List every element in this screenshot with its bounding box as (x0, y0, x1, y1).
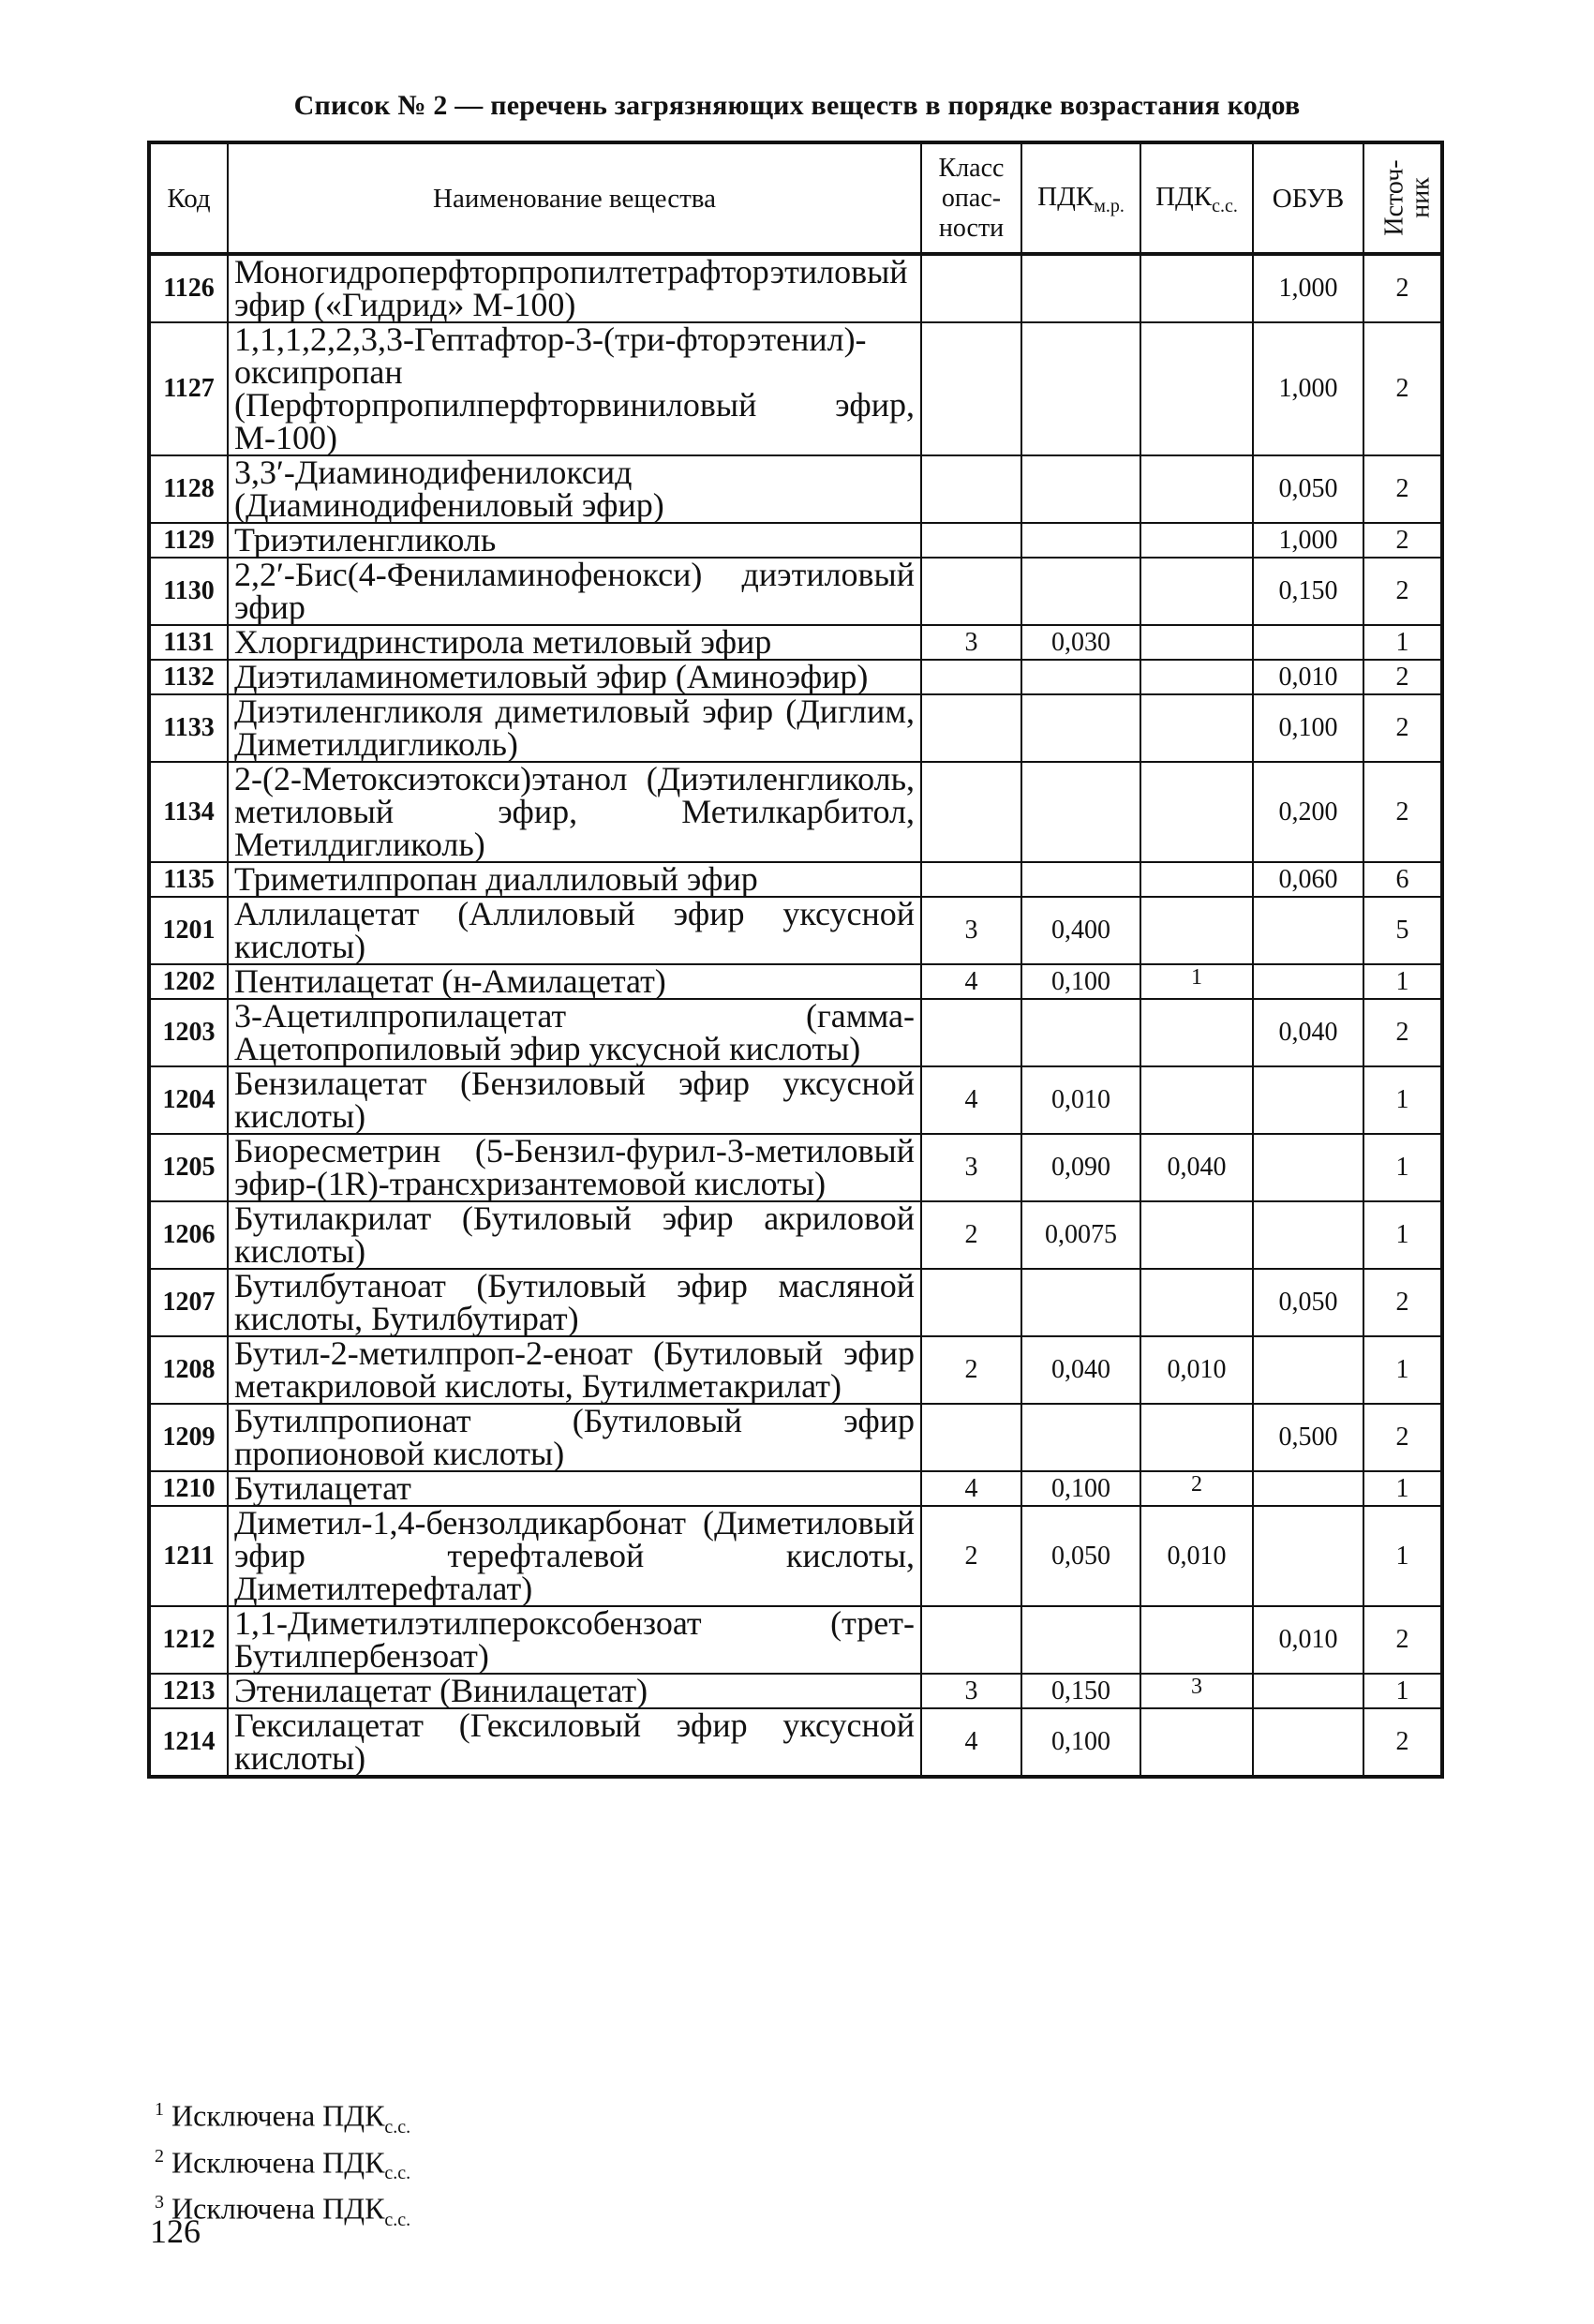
row-class: 2 (921, 1336, 1021, 1404)
footnote-mark: 3 (155, 2192, 164, 2213)
row-name: Бутилбутаноат (Бутиловый эфир масляной кислоты, Бутилбутират) (228, 1269, 921, 1336)
row-source: 2 (1363, 1606, 1442, 1674)
row-code: 1208 (149, 1336, 228, 1404)
table-row (149, 1708, 1442, 1777)
row-source: 2 (1363, 660, 1442, 694)
row-source: 6 (1363, 862, 1442, 897)
row-source: 1 (1363, 1201, 1442, 1269)
row-class (921, 1269, 1021, 1336)
header-source-label: Источ-ник (1379, 158, 1436, 236)
table-row (149, 1471, 1442, 1506)
row-pdk-ss (1140, 625, 1253, 660)
table-row (149, 999, 1442, 1066)
row-code: 1209 (149, 1404, 228, 1471)
row-source: 2 (1363, 1708, 1442, 1777)
row-pdk-ss (1140, 1269, 1253, 1336)
footnotes (155, 2092, 410, 2231)
row-pdk-ss (1140, 322, 1253, 455)
row-obuv: 1,000 (1253, 254, 1363, 322)
row-source: 2 (1363, 762, 1442, 862)
table-row (149, 523, 1442, 558)
row-pdk-mr (1021, 254, 1140, 322)
row-code: 1129 (149, 523, 228, 558)
row-name: Аллилацетат (Аллиловый эфир уксусной кислоты) (228, 897, 921, 964)
row-code: 1134 (149, 762, 228, 862)
row-obuv: 0,150 (1253, 558, 1363, 625)
row-pdk-mr: 0,090 (1021, 1134, 1140, 1201)
row-class (921, 999, 1021, 1066)
row-pdk-mr: 0,100 (1021, 1471, 1140, 1506)
row-source: 1 (1363, 1336, 1442, 1404)
row-source: 1 (1363, 1066, 1442, 1134)
row-name: 1,1-Диметилэтилпероксобензоат (трет-Бутилпербензоат) (228, 1606, 921, 1674)
row-code: 1213 (149, 1674, 228, 1708)
row-pdk-ss: 3 (1140, 1674, 1253, 1708)
footnote (155, 2138, 410, 2185)
substances-table (147, 141, 1444, 1779)
table-body (149, 254, 1442, 1777)
header-class: Класс опас-ности (921, 142, 1021, 254)
footnote-sub: с.с. (384, 2209, 411, 2230)
row-obuv: 0,040 (1253, 999, 1363, 1066)
row-pdk-ss (1140, 897, 1253, 964)
row-pdk-ss (1140, 1201, 1253, 1269)
row-pdk-ss (1140, 862, 1253, 897)
row-name: 2-(2-Метоксиэтокси)этанол (Диэтиленгликоль, метиловый эфир, Метилкарбитол, Метилдигликоль) (228, 762, 921, 862)
row-obuv: 0,010 (1253, 1606, 1363, 1674)
row-code: 1206 (149, 1201, 228, 1269)
row-pdk-mr (1021, 558, 1140, 625)
row-class (921, 523, 1021, 558)
row-code: 1207 (149, 1269, 228, 1336)
row-code: 1128 (149, 455, 228, 523)
row-pdk-ss (1140, 1404, 1253, 1471)
row-code: 1205 (149, 1134, 228, 1201)
row-class: 4 (921, 1708, 1021, 1777)
row-class: 4 (921, 1471, 1021, 1506)
row-obuv: 0,050 (1253, 455, 1363, 523)
row-pdk-ss (1140, 660, 1253, 694)
row-class (921, 660, 1021, 694)
table-row (149, 762, 1442, 862)
page-title: Список № 2 — перечень загрязняющих веществ в порядке возрастания кодов (293, 90, 1301, 121)
row-code: 1214 (149, 1708, 228, 1777)
table-row (149, 1606, 1442, 1674)
header-pdk-mr (1021, 142, 1140, 254)
header-source (1363, 142, 1442, 254)
row-name: Моногидроперфторпропилтетрафторэтиловый эфир («Гидрид» М-100) (228, 254, 921, 322)
table-row (149, 897, 1442, 964)
row-code: 1133 (149, 694, 228, 762)
row-obuv: 0,500 (1253, 1404, 1363, 1471)
row-obuv (1253, 964, 1363, 999)
row-name: Диметил-1,4-бензолдикарбонат (Диметиловый эфир терефталевой кислоты, Диметилтерефталат) (228, 1506, 921, 1606)
row-pdk-mr (1021, 862, 1140, 897)
row-pdk-ss (1140, 999, 1253, 1066)
row-source: 1 (1363, 1134, 1442, 1201)
row-source: 2 (1363, 999, 1442, 1066)
row-obuv (1253, 897, 1363, 964)
row-source: 2 (1363, 322, 1442, 455)
row-class (921, 694, 1021, 762)
table-row (149, 1066, 1442, 1134)
table-row (149, 862, 1442, 897)
row-class (921, 1404, 1021, 1471)
row-source: 1 (1363, 1506, 1442, 1606)
row-pdk-mr (1021, 523, 1140, 558)
row-code: 1127 (149, 322, 228, 455)
row-obuv: 0,200 (1253, 762, 1363, 862)
row-obuv (1253, 1708, 1363, 1777)
row-pdk-ss (1140, 254, 1253, 322)
row-pdk-ss (1140, 1606, 1253, 1674)
row-obuv (1253, 1336, 1363, 1404)
row-class: 3 (921, 1674, 1021, 1708)
row-pdk-ss (1140, 558, 1253, 625)
table-row (149, 694, 1442, 762)
row-obuv (1253, 1134, 1363, 1201)
row-pdk-ss (1140, 694, 1253, 762)
row-name: 1,1,1,2,2,3,3-Гептафтор-3-(три-фторэтенил)-оксипропан (Перфторпропилперфторвиниловый эфир, М-100) (228, 322, 921, 455)
table-row (149, 1506, 1442, 1606)
row-name: Бутилпропионат (Бутиловый эфир пропионовой кислоты) (228, 1404, 921, 1471)
footnote-text: Исключена ПДК (171, 2191, 385, 2226)
row-obuv: 0,050 (1253, 1269, 1363, 1336)
row-pdk-mr (1021, 1404, 1140, 1471)
row-class: 3 (921, 1134, 1021, 1201)
row-code: 1135 (149, 862, 228, 897)
row-pdk-ss (1140, 1708, 1253, 1777)
row-class: 4 (921, 964, 1021, 999)
footnote-sub: с.с. (384, 2163, 411, 2184)
row-pdk-ss: 2 (1140, 1471, 1253, 1506)
table-row (149, 558, 1442, 625)
row-class (921, 1606, 1021, 1674)
row-source: 2 (1363, 455, 1442, 523)
row-class: 3 (921, 625, 1021, 660)
row-name: Пентилацетат (н-Амилацетат) (228, 964, 921, 999)
header-pdk-ss-sub: с.с. (1212, 196, 1238, 216)
row-name: Триэтиленгликоль (228, 523, 921, 558)
row-name: Бутилакрилат (Бутиловый эфир акриловой кислоты) (228, 1201, 921, 1269)
row-code: 1126 (149, 254, 228, 322)
footnote-sub: с.с. (384, 2116, 411, 2138)
row-name: 3-Ацетилпропилацетат (гамма-Ацетопропиловый эфир уксусной кислоты) (228, 999, 921, 1066)
row-name: Гексилацетат (Гексиловый эфир уксусной кислоты) (228, 1708, 921, 1777)
row-class: 2 (921, 1506, 1021, 1606)
header-obuv: ОБУВ (1253, 142, 1363, 254)
row-code: 1203 (149, 999, 228, 1066)
row-pdk-ss (1140, 762, 1253, 862)
table-row (149, 1404, 1442, 1471)
row-name: 2,2′-Бис(4-Фениламинофенокси) диэтиловый эфир (228, 558, 921, 625)
row-class (921, 762, 1021, 862)
row-pdk-mr (1021, 1606, 1140, 1674)
row-name: Бутил-2-метилпроп-2-еноат (Бутиловый эфир метакриловой кислоты, Бутилметакрилат) (228, 1336, 921, 1404)
row-pdk-ss: 0,040 (1140, 1134, 1253, 1201)
row-source: 2 (1363, 1404, 1442, 1471)
row-name: Этенилацетат (Винилацетат) (228, 1674, 921, 1708)
row-pdk-mr: 0,040 (1021, 1336, 1140, 1404)
page-number: 126 (150, 2212, 201, 2250)
row-class (921, 254, 1021, 322)
footnote-text: Исключена ПДК (171, 2145, 385, 2180)
row-pdk-mr: 0,100 (1021, 964, 1140, 999)
row-name: Бензилацетат (Бензиловый эфир уксусной кислоты) (228, 1066, 921, 1134)
row-pdk-mr: 0,050 (1021, 1506, 1140, 1606)
row-name: Триметилпропан диаллиловый эфир (228, 862, 921, 897)
footnote (155, 2092, 410, 2138)
footnote-mark: 1 (155, 2099, 164, 2120)
row-source: 2 (1363, 254, 1442, 322)
row-name: Бутилацетат (228, 1471, 921, 1506)
row-source: 2 (1363, 1269, 1442, 1336)
row-code: 1212 (149, 1606, 228, 1674)
row-code: 1204 (149, 1066, 228, 1134)
row-name: Биоресметрин (5-Бензил-фурил-3-метиловый эфир-(1R)-трансхризантемовой кислоты) (228, 1134, 921, 1201)
row-pdk-mr: 0,400 (1021, 897, 1140, 964)
row-source: 1 (1363, 625, 1442, 660)
row-pdk-mr: 0,100 (1021, 1708, 1140, 1777)
table-row (149, 1269, 1442, 1336)
row-pdk-ss: 0,010 (1140, 1506, 1253, 1606)
header-row (149, 142, 1442, 254)
row-pdk-mr (1021, 455, 1140, 523)
row-class (921, 455, 1021, 523)
row-pdk-mr: 0,030 (1021, 625, 1140, 660)
row-obuv: 1,000 (1253, 523, 1363, 558)
table-row (149, 964, 1442, 999)
row-code: 1132 (149, 660, 228, 694)
footnote-text: Исключена ПДК (171, 2098, 385, 2133)
table-row (149, 1674, 1442, 1708)
row-code: 1131 (149, 625, 228, 660)
row-class: 2 (921, 1201, 1021, 1269)
header-pdk-ss-main: ПДК (1155, 182, 1213, 212)
row-pdk-ss (1140, 1066, 1253, 1134)
row-name: 3,3′-Диаминодифенилоксид (Диаминодифениловый эфир) (228, 455, 921, 523)
row-source: 1 (1363, 964, 1442, 999)
row-pdk-mr: 0,0075 (1021, 1201, 1140, 1269)
row-pdk-ss: 1 (1140, 964, 1253, 999)
row-obuv (1253, 1674, 1363, 1708)
row-pdk-mr (1021, 762, 1140, 862)
row-pdk-mr: 0,010 (1021, 1066, 1140, 1134)
row-obuv: 0,010 (1253, 660, 1363, 694)
row-pdk-mr (1021, 1269, 1140, 1336)
row-pdk-ss (1140, 523, 1253, 558)
row-name: Хлоргидринстирола метиловый эфир (228, 625, 921, 660)
row-source: 1 (1363, 1674, 1442, 1708)
row-pdk-ss (1140, 455, 1253, 523)
row-code: 1210 (149, 1471, 228, 1506)
row-obuv (1253, 625, 1363, 660)
row-source: 1 (1363, 1471, 1442, 1506)
row-obuv: 0,060 (1253, 862, 1363, 897)
row-code: 1130 (149, 558, 228, 625)
row-obuv: 1,000 (1253, 322, 1363, 455)
row-obuv: 0,100 (1253, 694, 1363, 762)
table-row (149, 1134, 1442, 1201)
row-pdk-mr (1021, 660, 1140, 694)
row-pdk-mr (1021, 322, 1140, 455)
row-class: 4 (921, 1066, 1021, 1134)
table-row (149, 322, 1442, 455)
footnote-mark: 2 (155, 2145, 164, 2167)
row-class (921, 322, 1021, 455)
row-obuv (1253, 1201, 1363, 1269)
table-row (149, 254, 1442, 322)
table-row (149, 1201, 1442, 1269)
row-code: 1211 (149, 1506, 228, 1606)
row-obuv (1253, 1066, 1363, 1134)
row-source: 5 (1363, 897, 1442, 964)
row-name: Диэтиламинометиловый эфир (Аминоэфир) (228, 660, 921, 694)
table-row (149, 625, 1442, 660)
row-class: 3 (921, 897, 1021, 964)
header-pdk-mr-sub: м.р. (1094, 196, 1125, 216)
row-pdk-mr (1021, 999, 1140, 1066)
row-obuv (1253, 1506, 1363, 1606)
header-name: Наименование вещества (228, 142, 921, 254)
row-obuv (1253, 1471, 1363, 1506)
header-pdk-mr-main: ПДК (1037, 182, 1095, 212)
row-code: 1201 (149, 897, 228, 964)
row-source: 2 (1363, 523, 1442, 558)
header-code: Код (149, 142, 228, 254)
row-pdk-mr: 0,150 (1021, 1674, 1140, 1708)
table-row (149, 1336, 1442, 1404)
header-pdk-ss (1140, 142, 1253, 254)
row-source: 2 (1363, 694, 1442, 762)
row-source: 2 (1363, 558, 1442, 625)
row-pdk-mr (1021, 694, 1140, 762)
table-row (149, 660, 1442, 694)
row-code: 1202 (149, 964, 228, 999)
row-name: Диэтиленгликоля диметиловый эфир (Диглим, Диметилдигликоль) (228, 694, 921, 762)
row-class (921, 862, 1021, 897)
row-class (921, 558, 1021, 625)
table-row (149, 455, 1442, 523)
row-pdk-ss: 0,010 (1140, 1336, 1253, 1404)
